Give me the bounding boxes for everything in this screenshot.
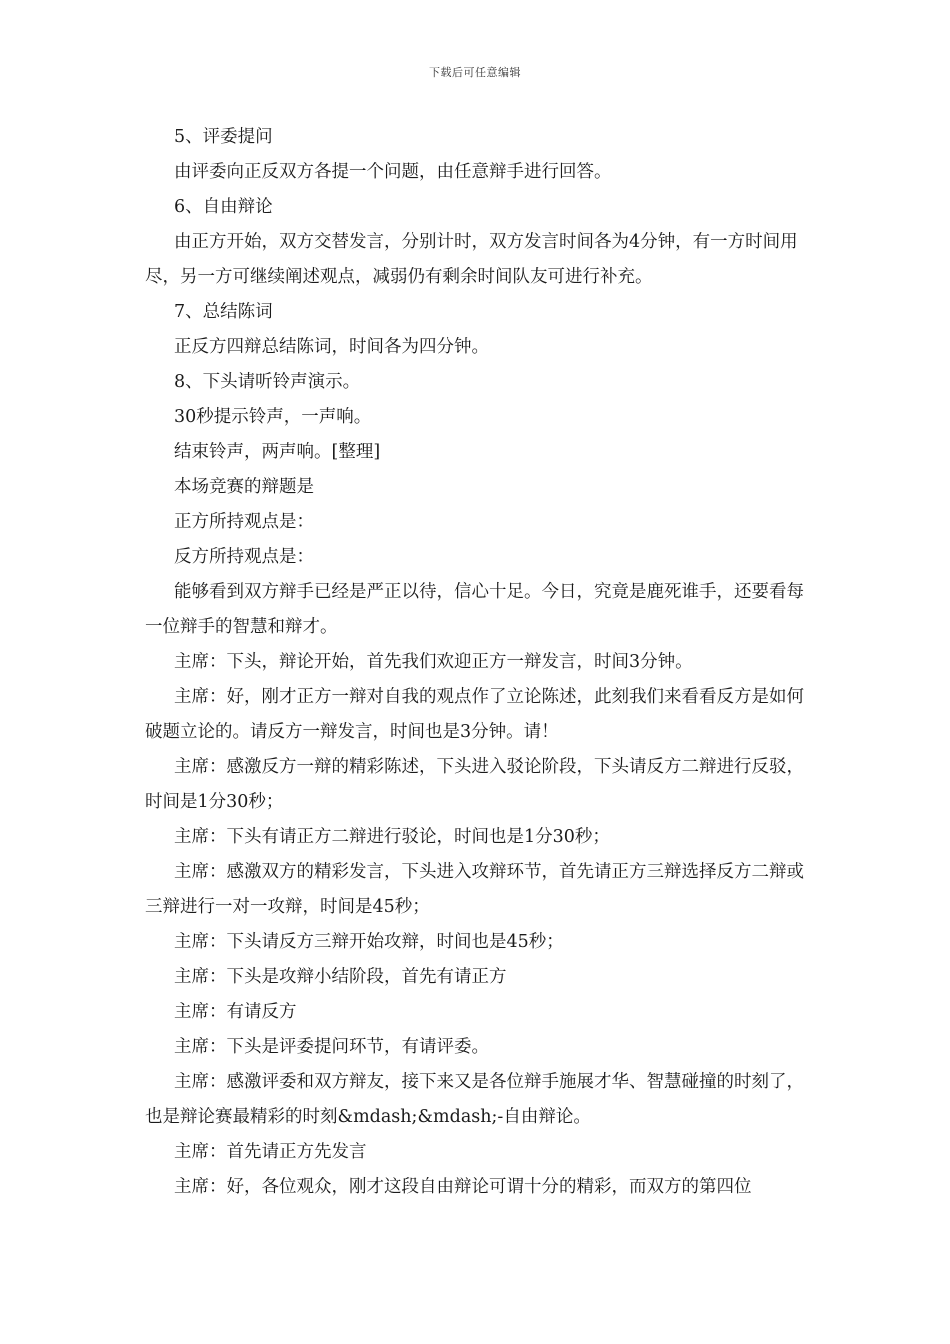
paragraph: 能够看到双方辩手已经是严正以待，信心十足。今日，究竟是鹿死谁手，还要看每一位辩手的智慧和辩才。 [145, 582, 804, 637]
document-body [145, 120, 807, 1205]
paragraph: 正方所持观点是： [174, 512, 314, 532]
page-header: 下载后可任意编辑 [429, 66, 521, 79]
paragraph: 由正方开始，双方交替发言，分别计时，双方发言时间各为4分钟，有一方时间用尽，另一方可继续阐述观点，减弱仍有剩余时间队友可进行补充。 [145, 232, 798, 287]
chair-line: 主席：有请反方 [174, 1002, 297, 1022]
paragraph: 30秒提示铃声，一声响。 [174, 407, 372, 427]
chair-line: 主席：下头是评委提问环节，有请评委。 [174, 1037, 489, 1057]
section-heading-8: 8、下头请听铃声演示。 [174, 372, 361, 392]
chair-line: 主席：下头是攻辩小结阶段，首先有请正方 [174, 967, 507, 987]
chair-line: 主席：下头请反方三辩开始攻辩，时间也是45秒； [174, 932, 564, 952]
section-heading-7: 7、总结陈词 [174, 302, 273, 322]
chair-line: 主席：首先请正方先发言 [174, 1142, 367, 1162]
section-heading-5: 5、评委提问 [174, 127, 273, 147]
chair-line: 主席：好，刚才正方一辩对自我的观点作了立论陈述，此刻我们来看看反方是如何破题立论的。请反方一辩发言，时间也是3分钟。请！ [145, 687, 804, 742]
paragraph: 本场竞赛的辩题是 [174, 477, 314, 497]
chair-line: 主席：感激评委和双方辩友，接下来又是各位辩手施展才华、智慧碰撞的时刻了，也是辩论赛最精彩的时刻&mdash;&mdash;-自由辩论。 [145, 1072, 804, 1127]
chair-line: 主席：感激反方一辩的精彩陈述，下头进入驳论阶段，下头请反方二辩进行反驳，时间是1分30秒； [145, 757, 804, 812]
chair-line: 主席：下头有请正方二辩进行驳论，时间也是1分30秒； [174, 827, 610, 847]
chair-line: 主席：好，各位观众，刚才这段自由辩论可谓十分的精彩，而双方的第四位 [174, 1177, 752, 1197]
chair-line: 主席：感激双方的精彩发言，下头进入攻辩环节，首先请正方三辩选择反方二辩或三辩进行一对一攻辩，时间是45秒； [145, 862, 804, 917]
section-heading-6: 6、自由辩论 [174, 197, 273, 217]
paragraph: 结束铃声，两声响。[整理] [174, 442, 381, 462]
paragraph: 反方所持观点是： [174, 547, 314, 567]
paragraph: 正反方四辩总结陈词，时间各为四分钟。 [174, 337, 489, 357]
chair-line: 主席：下头，辩论开始，首先我们欢迎正方一辩发言，时间3分钟。 [174, 652, 693, 672]
paragraph: 由评委向正反双方各提一个问题，由任意辩手进行回答。 [174, 162, 612, 182]
